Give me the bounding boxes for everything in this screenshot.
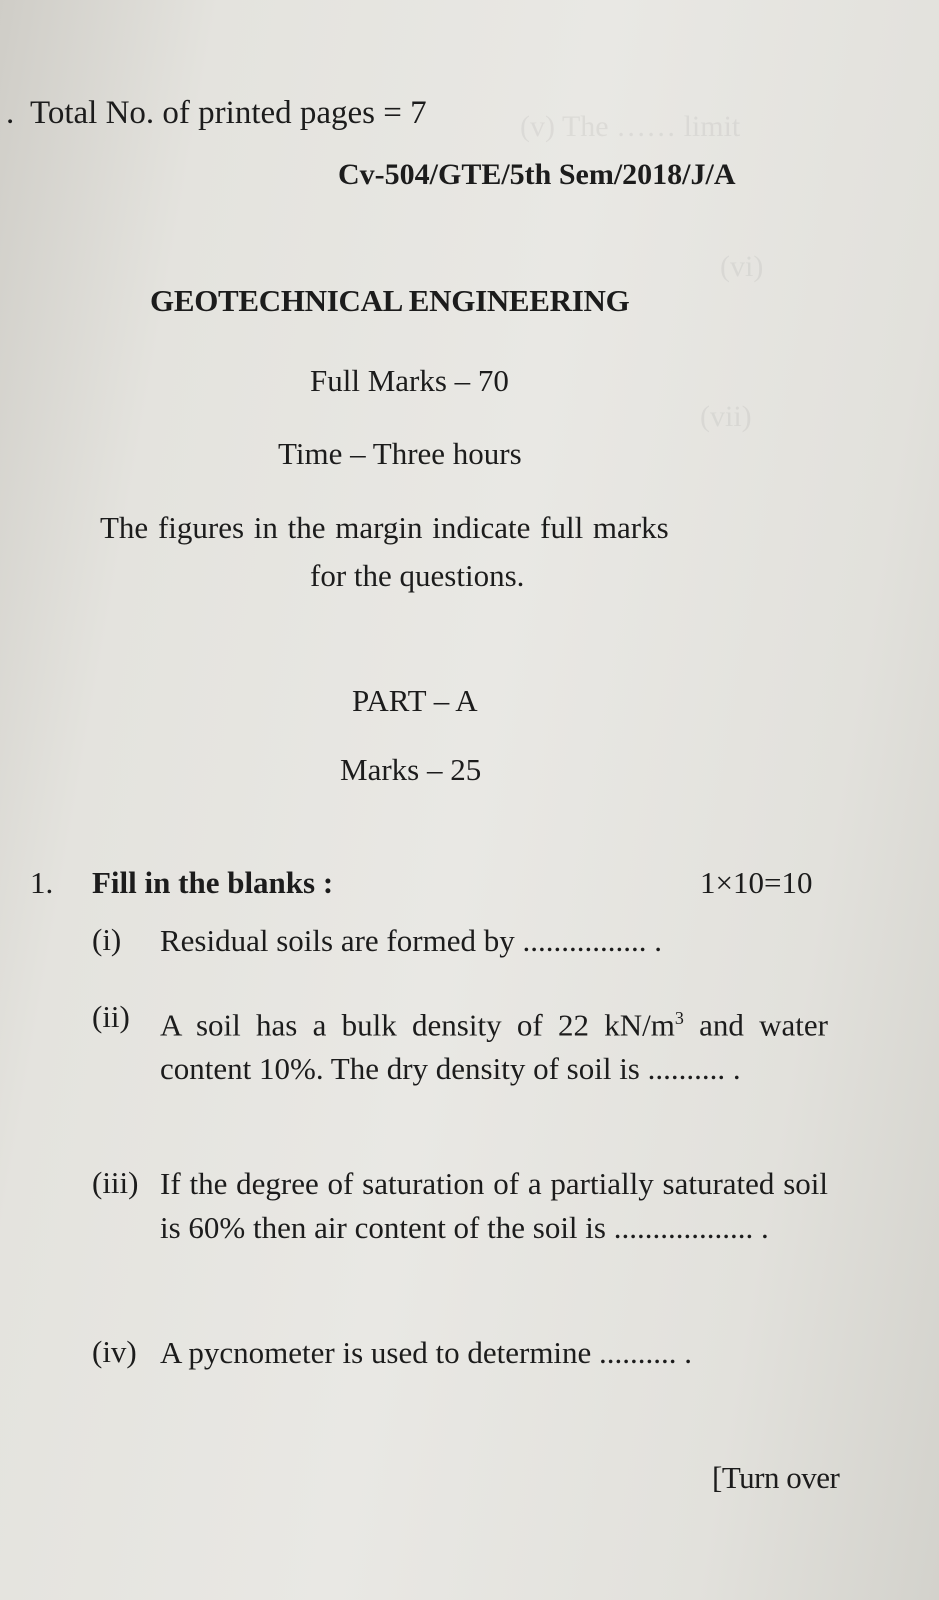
item-text-i: [160, 919, 850, 963]
subject-title: GEOTECHNICAL ENGINEERING: [150, 283, 630, 318]
show-through-text: (vii): [700, 400, 752, 433]
item-text-i-content: Residual soils are formed by ................ .: [160, 923, 662, 958]
question-number: 1.: [30, 865, 54, 900]
item-label-iii: (iii): [92, 1165, 139, 1200]
instruction-line-2: for the questions.: [310, 558, 525, 593]
turn-over-note: [Turn over: [712, 1460, 840, 1495]
item-text-iii-content: If the degree of saturation of a partially saturated soil is 60% then air content of the soil is .................. .: [160, 1166, 828, 1245]
item-text-ii-superscript: 3: [674, 1008, 684, 1028]
item-text-iii: [160, 1162, 828, 1250]
question-marks: 1×10=10: [700, 865, 813, 900]
item-text-ii-part-b: and water content 10%. The dry density of soil is .......... .: [160, 1007, 828, 1087]
paper-code: Cv-504/GTE/5th Sem/2018/J/A: [338, 158, 736, 191]
full-marks: Full Marks – 70: [310, 363, 509, 398]
question-title: Fill in the blanks :: [92, 865, 334, 900]
item-text-ii-part-a: A soil has a bulk density of 22 kN/m: [160, 1007, 675, 1043]
show-through-text: (v) The …… limit: [520, 110, 741, 143]
item-label-iv: (iv): [92, 1334, 137, 1369]
time-allowed: Time – Three hours: [278, 436, 522, 471]
item-label-ii: (ii): [92, 999, 130, 1034]
item-text-iv: [160, 1331, 850, 1375]
item-text-ii: [160, 996, 828, 1091]
printed-pages-note: Total No. of printed pages = 7: [30, 95, 427, 131]
item-text-iv-content: A pycnometer is used to determine .......... .: [160, 1335, 693, 1370]
part-marks: Marks – 25: [340, 752, 482, 787]
instruction-line-1: The figures in the margin indicate full marks: [100, 510, 669, 545]
show-through-text: (vi): [720, 250, 764, 283]
scan-dot: .: [6, 95, 15, 131]
item-label-i: (i): [92, 922, 122, 957]
part-heading: PART – A: [352, 683, 478, 718]
